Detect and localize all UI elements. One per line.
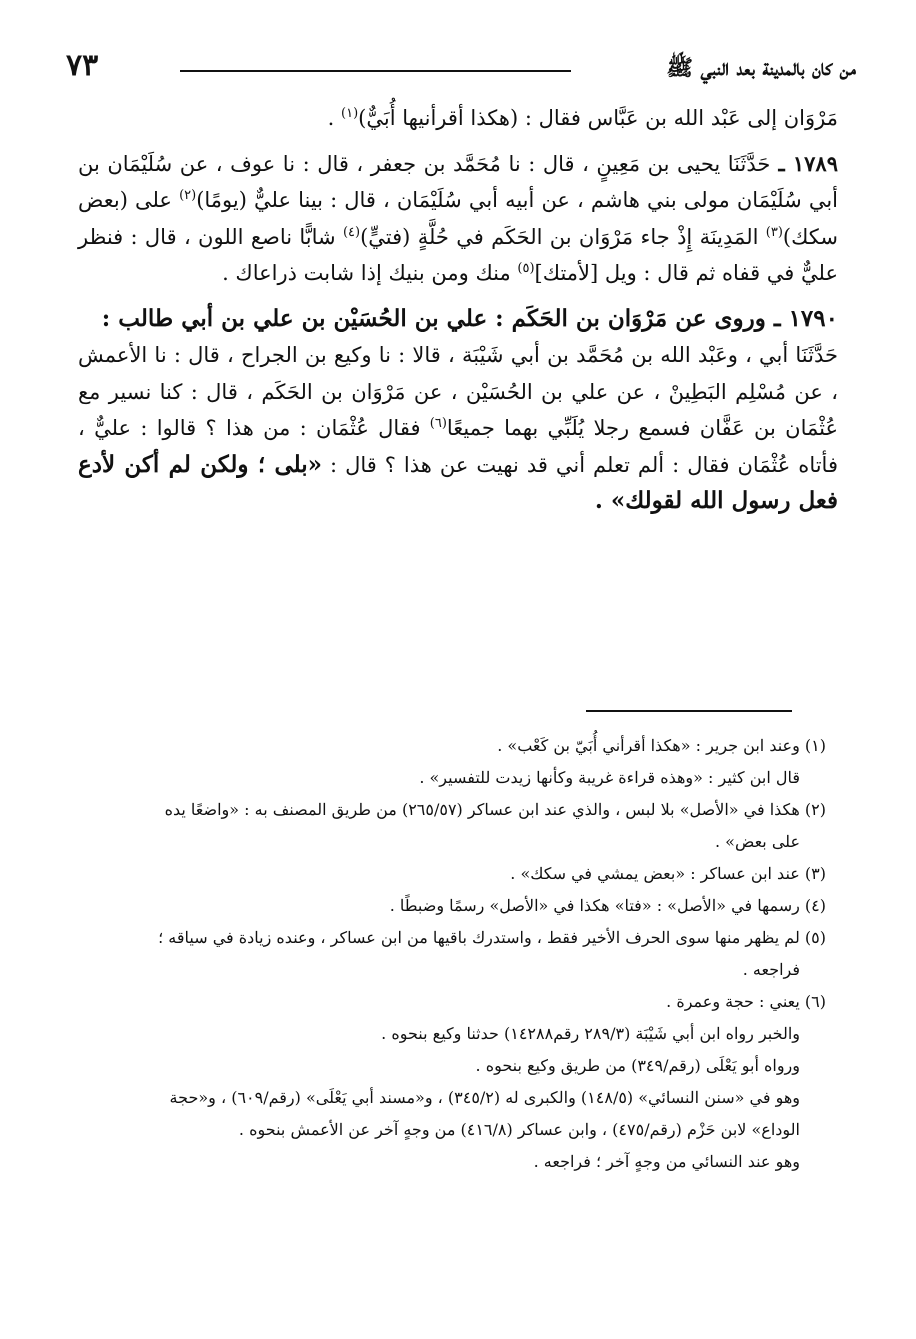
text-segment: المَدِينَة إِذْ جاء مَرْوَان بن الحَكَم في حُلَّةٍ (فتيٍّ) <box>360 224 766 249</box>
footnote-line: الوداع» لابن حَزْم (رقم/٤٧٥) ، وابن عساكر (٤١٦/٨) من وجهٍ آخر عن الأعمش بنحوه . <box>238 1120 800 1139</box>
footnote-line: (٤) رسمها في «الأصل» : «فتا» هكذا في «الأصل» رسمًا وضبطًا . <box>389 896 826 915</box>
page-number: ٧٣ <box>66 48 99 83</box>
footnotes <box>78 730 826 1178</box>
footnote-line: والخبر رواه ابن أبي شَيْبَة (٢٨٩/٣ رقم١٤٢٨٨) حدثنا وكيع بنحوه . <box>381 1024 800 1043</box>
footnote-line: (١) وعند ابن جرير : «هكذا أقرأني أُبَيّ بن كَعْب» . <box>497 736 826 755</box>
footnote-ref: (١) <box>341 106 359 121</box>
main-text <box>78 100 838 520</box>
continuation-paragraph <box>78 100 838 137</box>
page-header <box>60 46 856 90</box>
text-segment: فقال عُثْمَان : من هذا ؟ قالوا : عليٌّ ، فأتاه عُثْمَان فقال : ألم تعلم أني قد نهيت عن هذا ؟ قال : <box>78 416 838 477</box>
footnote-line: (٢) هكذا في «الأصل» بلا لبس ، والذي عند ابن عساكر (٢٦٥/٥٧) من طريق المصنف به : «واضعًا يده <box>164 800 826 819</box>
footnote-separator <box>586 710 792 712</box>
text-segment: منك ومن بنيك إذا شابت ذراعاك . <box>222 261 518 285</box>
footnote-line: (٣) عند ابن عساكر : «بعض يمشي في سكك» . <box>510 864 826 883</box>
text-segment: على (بعض سكك) <box>78 188 838 249</box>
section-heading: ١٧٩٠ ـ وروى عن مَرْوَان بن الحَكَم : علي بن الحُسَيْن بن علي بن أبي طالب : <box>101 304 838 332</box>
footnote-line: وهو في «سنن النسائي» (١٤٨/٥) والكبرى له (٣٤٥/٢) ، و«مسند أبي يَعْلَى» (رقم/٦٠٩) ، و«حجة <box>169 1088 800 1107</box>
text-segment: حَدَّثَنَا أبي ، وعَبْد الله بن مُحَمَّد بن أبي شَيْبَة ، قالا : نا وكيع بن الجراح ، قال : نا الأعمش ، عن مُسْلِم البَطِينْ ، عن علي بن الحُسَيْن ، عن مَرْوَان بن الحَكَم ، قال : كنا نسير مع عُثْمَان بن عَفَّان فسمع رجلا يُلَبِّي بهما جميعًا <box>78 343 838 440</box>
text-segment: مَرْوَان إلى عَبْد الله بن عَبَّاس فقال : (هكذا أقرأنيها أُبَيٌّ) <box>358 106 838 130</box>
footnote-ref: (٥) <box>517 261 535 276</box>
hadith-1790 <box>78 337 838 520</box>
footnote-ref: (٢) <box>179 188 197 203</box>
footnote-line: وهو عند النسائي من وجهٍ آخر ؛ فراجعه . <box>533 1152 800 1171</box>
text-segment: . <box>327 106 342 130</box>
footnote-ref: (٦) <box>429 416 447 431</box>
footnote-line: (٥) لم يظهر منها سوى الحرف الأخير فقط ، واستدرك باقيها من ابن عساكر ، وعنده زيادة في سياقه ؛ <box>158 928 826 947</box>
footnote-line: فراجعه . <box>742 960 800 979</box>
running-title: من كان بالمدينة بعد النبي ﷺ <box>666 55 856 81</box>
footnote-line: قال ابن كثير : «وهذه قراءة غريبة وكأنها زيدت للتفسير» . <box>419 768 800 787</box>
hadith-1789 <box>78 146 838 292</box>
footnote-ref: (٤) <box>342 224 361 240</box>
hadith-number: ١٧٨٩ ـ <box>770 150 838 176</box>
text-segment: شابًّا ناصع اللون ، قال : فنظر عليٌّ في قفاه ثم قال : ويل [لأمتك] <box>78 224 838 285</box>
footnote-line: ورواه أبو يَعْلَى (رقم/٣٤٩) من طريق وكيع بنحوه . <box>475 1056 800 1075</box>
header-rule <box>180 70 571 72</box>
footnote-line: (٦) يعني : حجة وعمرة . <box>666 992 826 1011</box>
footnote-line: على بعض» . <box>715 832 800 851</box>
quoted-reply: «بلى ؛ ولكن لم أكن لأدع فعل رسول الله لقولك» . <box>78 450 838 514</box>
footnote-ref: (٣) <box>765 224 783 240</box>
text-segment: حَدَّثَنَا يحيى بن مَعِينٍ ، قال : نا مُحَمَّد بن جعفر ، قال : نا عوف ، عن سُلَيْمَان بن أبي سُلَيْمَان مولى بني هاشم ، عن أبيه أبي سُلَيْمَان ، قال : بينا عليٌّ (يومًا) <box>78 151 838 212</box>
